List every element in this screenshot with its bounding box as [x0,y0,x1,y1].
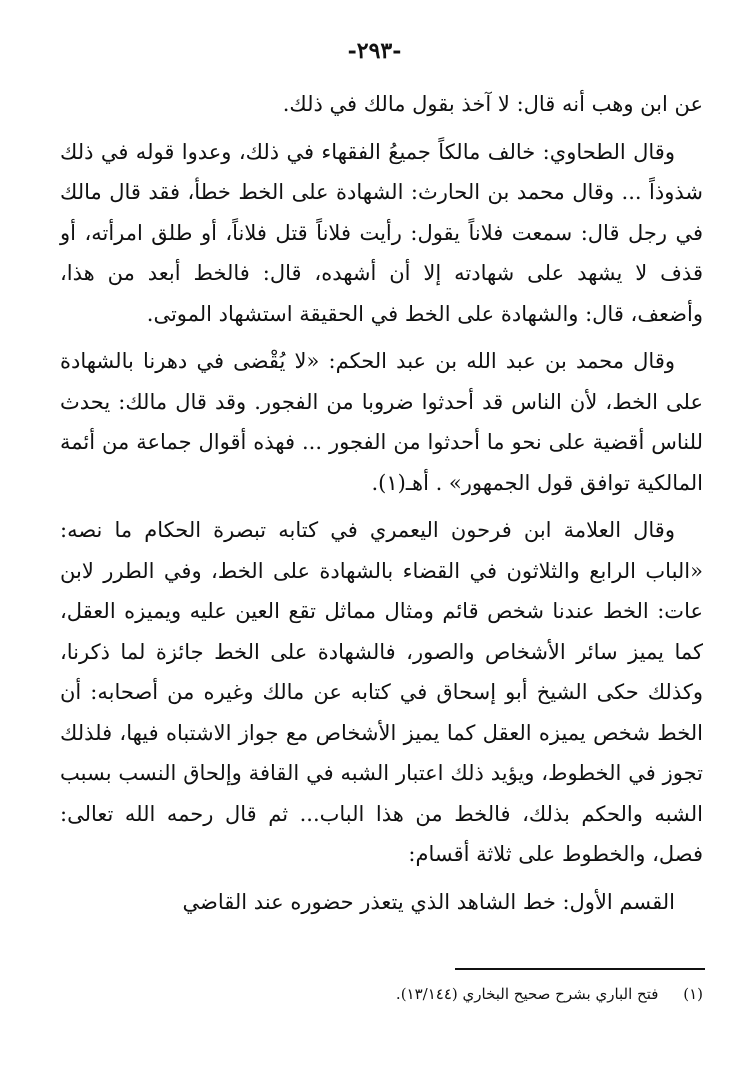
body-text [60,84,703,929]
paragraph-4: وقال العلامة ابن فرحون اليعمري في كتابه تبصرة الحكام ما نصه: «الباب الرابع والثلاثون في القضاء بالشهادة على الخط، وفي الطرر لابن عات: الخط عندنا شخص قائم ومثال مماثل تقع العين عليه ويميزه العقل، كما يميز سائر الأشخاص والصور، فالشهادة على الخط جائزة لما ذكرنا، وكذلك حكى الشيخ أبو إسحاق في كتابه عن مالك وغيره من أصحابه: أن الخط شخص يميزه العقل كما يميز الأشخاص مع جواز الاشتباه فيها، فلذلك تجوز في الخطوط، ويؤيد ذلك اعتبار الشبه في القافة وإلحاق النسب بسبب الشبه والحكم بذلك، فالخط من هذا الباب... ثم قال رحمه الله تعالى: فصل، والخطوط على ثلاثة أقسام: [60,518,703,866]
paragraph-2: وقال الطحاوي: خالف مالكاً جميعُ الفقهاء في ذلك، وعدوا قوله في ذلك شذوذاً ... وقال محمد بن الحارث: الشهادة على الخط خطأ، فقد قال مالك في رجل قال: سمعت فلاناً يقول: رأيت فلاناً قتل فلاناً، أو طلق امرأته، أو قذف لا يشهد على شهادته إلا أن أشهده، قال: فالخط أبعد من هذا، وأضعف، قال: والشهادة على الخط في الحقيقة استشهاد الموتى. [60,139,703,326]
paragraph-3: وقال محمد بن عبد الله بن عبد الحكم: «لا يُقْضى في دهرنا بالشهادة على الخط، لأن الناس قد أحدثوا ضروبا من الفجور. وقد قال مالك: يحدث للناس أقضية على نحو ما أحدثوا من الفجور ... فهذه أقوال جماعة من أئمة المالكية توافق قول الجمهور» . أهـ(١). [60,349,703,495]
footnote [60,982,703,1006]
paragraph-1: عن ابن وهب أنه قال: لا آخذ بقول مالك في ذلك. [282,92,703,116]
footnote-divider [455,968,705,970]
footnote-text: فتح الباري بشرح صحيح البخاري (١٣/١٤٤). [395,985,659,1003]
paragraph-5: القسم الأول: خط الشاهد الذي يتعذر حضوره عند القاضي [182,889,675,914]
page-number: -٢٩٣- [347,38,402,64]
footnote-marker: (١) [683,985,703,1003]
